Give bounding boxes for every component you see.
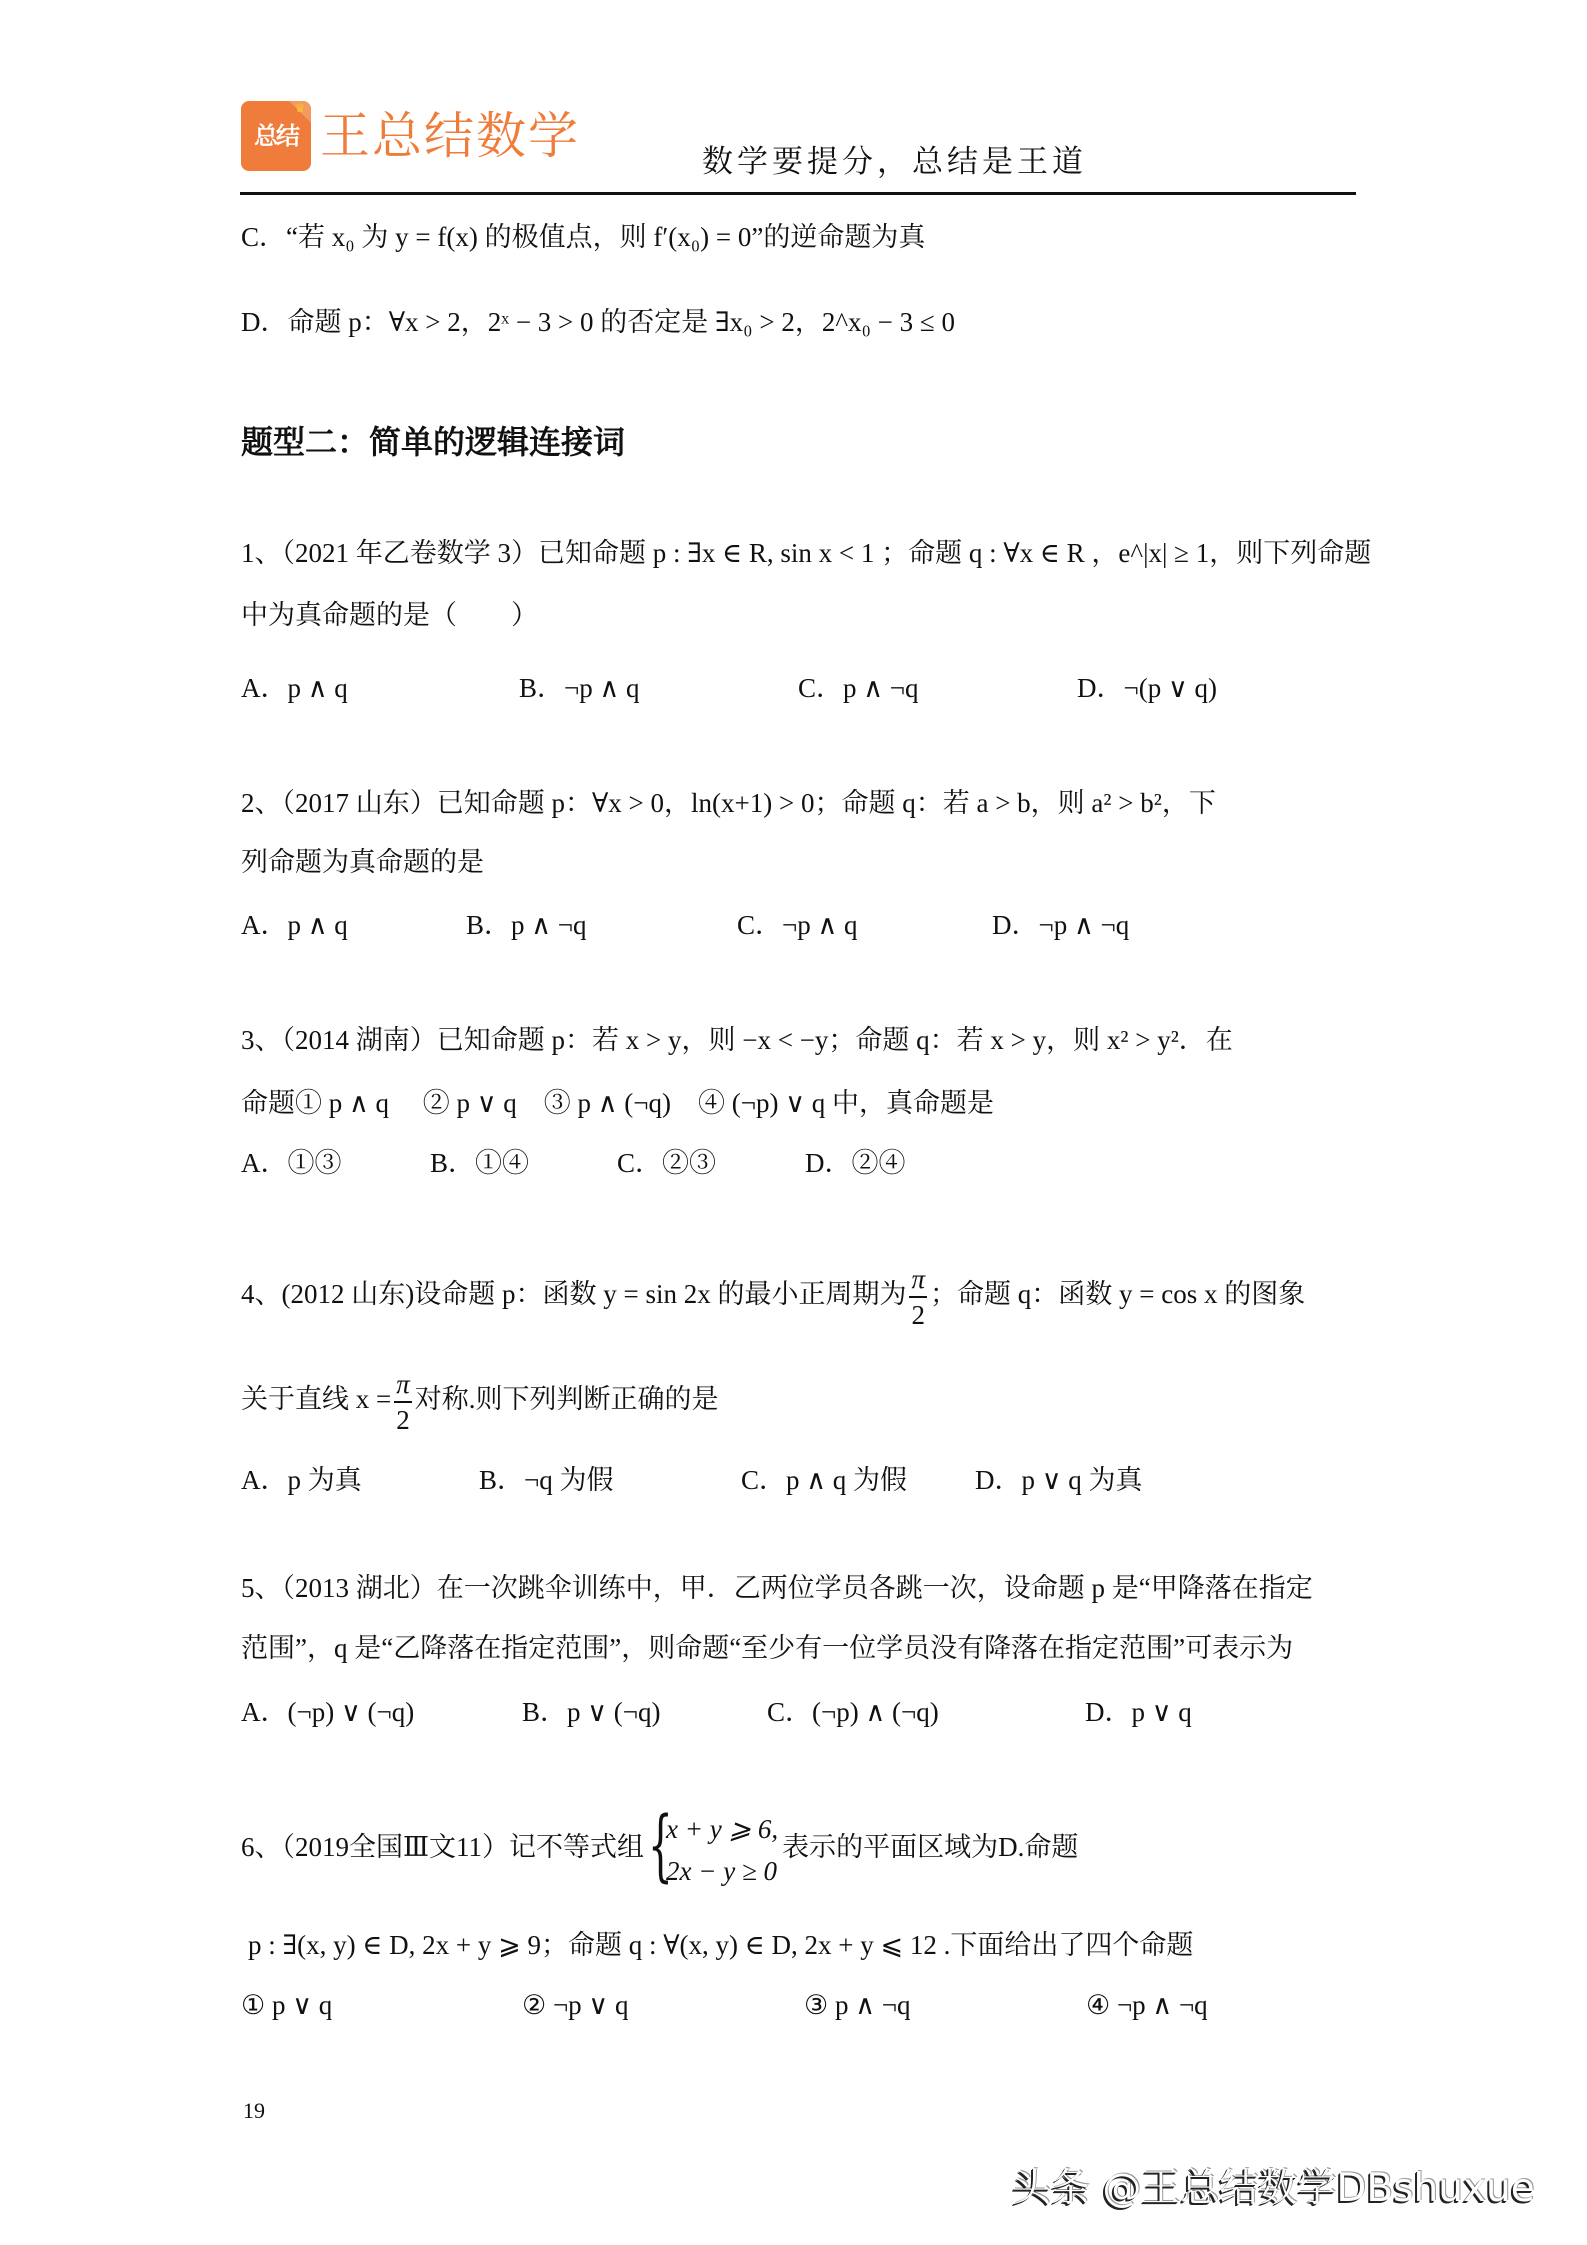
question-text: 4、(2012 山东)设命题 p：函数 y = sin 2x 的最小正周期为: [241, 1279, 907, 1310]
option-c: C．p ∧ q 为假: [741, 1465, 908, 1495]
crown-icon: ♛: [294, 101, 306, 115]
header-divider: [240, 192, 1356, 195]
question-text-line: [241, 1801, 1079, 1892]
logo-text: 王总结数学: [320, 107, 580, 165]
option-3: ③ p ∧ ¬q: [804, 1990, 911, 2020]
logo-badge-text: 总结: [254, 122, 298, 150]
option-b: B．¬p ∧ q: [519, 673, 640, 703]
option-a: A．p 为真: [241, 1465, 362, 1495]
option-d: D．¬p ∧ ¬q: [992, 910, 1130, 940]
option-2: ② ¬p ∨ q: [522, 1990, 629, 2020]
option-a: A．(¬p) ∨ (¬q): [241, 1697, 415, 1727]
section-heading: 题型二：简单的逻辑连接词: [241, 423, 626, 461]
inequality-system: [648, 1801, 779, 1892]
option-d: D．p ∨ q 为真: [975, 1465, 1143, 1495]
question-text-line: 中为真命题的是（ ）: [241, 600, 538, 630]
option-1: ① p ∨ q: [241, 1990, 333, 2020]
option-a: A．p ∧ q: [241, 910, 348, 940]
fraction-numerator: π: [909, 1262, 927, 1298]
question-text: 6、（2019全国Ⅲ文11）记不等式组: [241, 1832, 645, 1863]
option-b: B．¬q 为假: [479, 1465, 614, 1495]
question-text-line: 1、（2021 年乙卷数学 3）已知命题 p : ∃x ∈ R, sin x < 1 ；命题 q : ∀x ∈ R ，e^|x| ≥ 1，则下列命题: [241, 538, 1372, 568]
option-a: A．①③: [241, 1148, 342, 1178]
option-b: B．p ∨ (¬q): [522, 1697, 661, 1727]
question-text-line: [241, 1367, 719, 1437]
question-text-line: [241, 1262, 1305, 1332]
question-text-line: p : ∃(x, y) ∈ D, 2x + y ⩾ 9；命题 q : ∀(x, y) ∈ D, 2x + y ⩽ 12 .下面给出了四个命题: [248, 1930, 1194, 1960]
option-d: D．p ∨ q: [1085, 1697, 1192, 1727]
brace-icon: {: [648, 1801, 673, 1891]
option-b: B．p ∧ ¬q: [466, 910, 587, 940]
slogan: 数学要提分，总结是王道: [702, 144, 1087, 180]
question-text-line: 命题① p ∧ q ② p ∨ q ③ p ∧ (¬q) ④ (¬p) ∨ q 中，真命题是: [241, 1088, 994, 1118]
fraction-denominator: 2: [911, 1300, 925, 1330]
inequality-row: x + y ⩾ 6,: [666, 1814, 779, 1844]
question-text-line: 范围”，q 是“乙降落在指定范围”，则命题“至少有一位学员没有降落在指定范围”可表示为: [241, 1633, 1294, 1663]
option-c: C．p ∧ ¬q: [798, 673, 919, 703]
prev-option-d: D．命题 p：∀x > 2，2ˣ − 3 > 0 的否定是 ∃x₀ > 2，2^x₀ − 3 ≤ 0: [241, 307, 955, 337]
prev-option-c: C．“若 x₀ 为 y = f(x) 的极值点，则 f′(x₀) = 0”的逆命题为真: [241, 222, 926, 252]
option-d: D．②④: [805, 1148, 906, 1178]
option-b: B．①④: [430, 1148, 530, 1178]
fraction-denominator: 2: [396, 1405, 410, 1435]
question-text: ；命题 q：函数 y = cos x 的图象: [930, 1279, 1306, 1310]
watermark: 头条 @王总结数学DBshuxue: [1012, 2166, 1535, 2211]
option-c: C．(¬p) ∧ (¬q): [767, 1697, 939, 1727]
question-text-line: 5、（2013 湖北）在一次跳伞训练中，甲．乙两位学员各跳一次，设命题 p 是“甲降落在指定: [241, 1573, 1313, 1603]
question-text: 关于直线 x =: [241, 1384, 392, 1415]
question-text-line: 3、（2014 湖南）已知命题 p：若 x > y，则 −x < −y；命题 q：若 x > y，则 x² > y²．在: [241, 1025, 1233, 1055]
fraction-numerator: π: [394, 1367, 412, 1403]
option-a: A．p ∧ q: [241, 673, 348, 703]
page-number: 19: [243, 2098, 265, 2123]
logo-badge: [241, 101, 311, 171]
question-text: 表示的平面区域为D.命题: [782, 1832, 1079, 1863]
question-text-line: 列命题为真命题的是: [241, 847, 484, 877]
option-c: C．②③: [617, 1148, 717, 1178]
fraction: [909, 1262, 927, 1332]
question-text: 对称.则下列判断正确的是: [414, 1384, 719, 1415]
option-4: ④ ¬p ∧ ¬q: [1086, 1990, 1208, 2020]
question-text-line: 2、（2017 山东）已知命题 p：∀x > 0，ln(x+1) > 0；命题 q：若 a > b，则 a² > b²，下: [241, 788, 1216, 818]
fraction: [394, 1367, 412, 1437]
inequality-row: 2x − y ≥ 0: [666, 1856, 778, 1886]
option-d: D．¬(p ∨ q): [1077, 673, 1217, 703]
option-c: C．¬p ∧ q: [737, 910, 858, 940]
